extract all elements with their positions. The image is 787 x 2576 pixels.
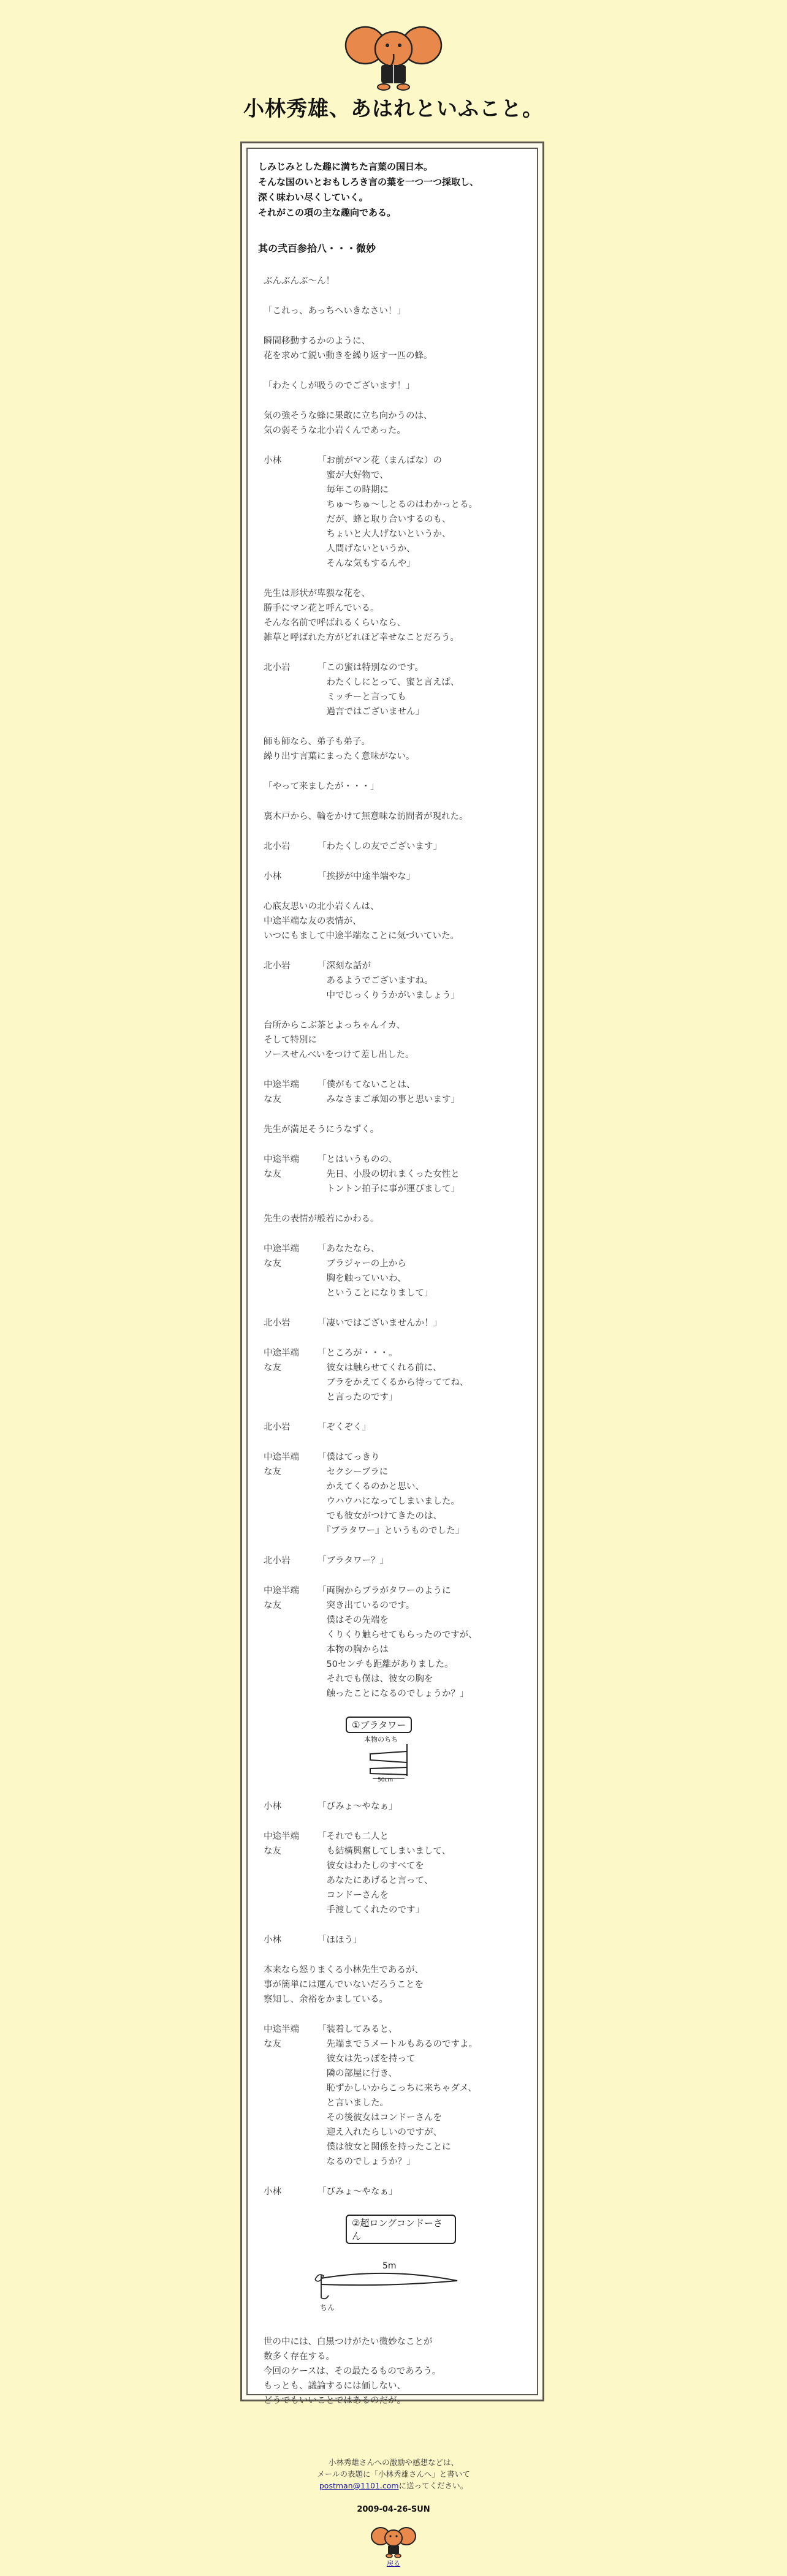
story-body [264,274,521,2423]
long-condom-drawing [297,2244,468,2317]
narration-paragraph: 先生が満足そうにうなずく。 [264,1125,379,1135]
utterance: 「お前がマン花（まんばな）の 蜜が大好物で、 毎年この時期に ちゅ〜ちゅ〜しとるのはわかっとる。 だが、蜂と取り合いするのも、 ちょいと大人げないというか、 人間げないというか、 そんな気もするんや」 [317,456,477,568]
dialogue-line [264,660,521,719]
dialogue-line [264,1152,521,1196]
long-condom-sketch [320,2215,456,2320]
narration-paragraph: 世の中には、白黒つけがたい微妙なことが 数多く存在する。 今回のケースは、その最たるものであろう。 もっとも、議論するには価しない、 どうでもいいことではあるのだが。 [264,2337,441,2406]
utterance: 「ほほう」 [317,1935,362,1945]
intro-text [258,159,528,221]
dialogue-line [264,1799,521,1814]
footer [0,2457,787,2491]
speaker-name: 中途半端 な友 [264,1155,299,1179]
speaker-name: 北小岩 [264,1556,291,1566]
mascot-back-icon[interactable] [370,2525,417,2558]
dialogue-line [264,2185,521,2199]
post-date: 2009-04-26-SUN [357,2505,430,2514]
footer-line: メールの表題に「小林秀雄さんへ」と書いて [317,2469,470,2479]
utterance: 「あなたなら、 ブラジャーの上から 胸を触っていいわ、 ということになりまして」 [317,1244,433,1298]
speaker-name: 小林 [264,456,281,466]
dialogue-line [264,839,521,854]
dialogue-line [264,453,521,571]
utterance: 「深刻な話が あるようでございますね。 中でじっくりうかがいましょう」 [317,961,460,1000]
speaker-name: 小林 [264,2187,281,2197]
sketch-caption: ①ブラタワー [346,1717,412,1733]
narration-paragraph: 先生は形状が卑猥な花を、 勝手にマン花と呼んでいる。 そんな名前で呼ばれるくらいなら、 雑草と呼ばれた方がどれほど幸せなことだろう。 [264,589,459,643]
narration-paragraph: 本来なら怒りまくる小林先生であるが、 事が簡単には運んでいないだろうことを 察知し、余裕をかましている。 [264,1965,424,2004]
episode-title: 其の弐百参拾八・・・微妙 [258,243,376,254]
speaker-name: 小林 [264,1802,281,1811]
utterance: 「びみょ〜やなぁ」 [317,2187,398,2197]
dialogue-line [264,1554,521,1568]
bra-tower-sketch [333,1717,456,1785]
narration-paragraph: 「これっ、あっちへいきなさい！」 [264,306,406,316]
dialogue-line [264,959,521,1003]
utterance: 「挨拶が中途半端やな」 [317,872,416,882]
narration-paragraph: 瞬間移動するかのように、 花を求めて鋭い動きを繰り返す一匹の蜂。 [264,336,433,361]
narration-paragraph: 「わたくしが吸うのでございます！」 [264,381,415,391]
speaker-name: 中途半端 な友 [264,1832,299,1856]
utterance: 「僕はてっきり セクシーブラに かえてくるのかと思い、 ウハウハになってしまいました。 でも彼女がつけてきたのは、 『ブラタワー』というものでした」 [317,1452,465,1536]
intro-line: 深く味わい尽くしていく。 [258,192,368,203]
dialogue-line [264,1316,521,1331]
svg-text:ちん: ちん [320,2303,335,2312]
speaker-name: 北小岩 [264,663,291,673]
intro-line: しみじみとした趣に満ちた言葉の国日本。 [258,161,433,172]
speaker-name: 中途半端 な友 [264,1586,299,1611]
speaker-name: 北小岩 [264,961,291,971]
footer-line: 小林秀雄さんへの激励や感想などは、 [328,2458,459,2467]
narration-paragraph: ぶんぶんぶ〜ん！ [264,276,335,286]
utterance: 「わたくしの友でございます」 [317,842,442,852]
utterance: 「この蜜は特別なのです。 わたくしにとって、蜜と言えば、 ミッチーと言っても 過言ではございません」 [317,663,460,717]
intro-line: そんな国のいとおもしろき言の葉を一つ一つ採取し、 [258,176,479,187]
utterance: 「ブラタワー？」 [317,1556,389,1566]
utterance: 「装着してみると、 先端まで５メートルもあるのですよ。 彼女は先っぽを持って 隣の部屋に行き、 恥ずかしいからこっちに来ちゃダメ、 と言いました。 その後彼女はコンドーさんを 迎え入れたらしいのですが、 僕は彼女と関係を持ったことに なるのでしょうか？」 [317,2025,477,2167]
speaker-name: 中途半端 な友 [264,1452,299,1477]
dialogue-line [264,1584,521,1701]
dialogue-line [264,1450,521,1538]
narration-paragraph: 先生の表情が般若にかわる。 [264,1214,379,1224]
email-link[interactable]: postman@1101.com [319,2481,399,2490]
speaker-name: 小林 [264,1935,281,1945]
dialogue-line [264,1242,521,1301]
dialogue-line [264,1420,521,1435]
speaker-name: 中途半端 な友 [264,1244,299,1269]
footer-suffix: に送ってください。 [398,2481,468,2490]
back-link[interactable]: 戻る [387,2559,400,2567]
utterance: 「びみょ〜やなぁ」 [317,1802,398,1811]
mascot-elephant-icon[interactable] [343,22,444,92]
speaker-name: 中途半端 な友 [264,1080,299,1105]
utterance: 「両胸からブラがタワーのように 突き出ているのです。 僕はその先端を くりくり触らせてもらったのですが、 本物の胸からは 50センチも距離がありました。 それでも僕は、彼女の胸を 触ったことになるのでしょうか？」 [317,1586,477,1699]
svg-text:本物のちち: 本物のちち [364,1736,398,1743]
narration-paragraph: 気の強そうな蜂に果敢に立ち向かうのは、 気の弱そうな北小岩くんであった。 [264,411,433,436]
dialogue-line [264,1829,521,1917]
dialogue-line [264,869,521,884]
utterance: 「僕がもてないことは、 みなさまご承知の事と思います」 [317,1080,460,1105]
dialogue-line [264,1346,521,1405]
narration-paragraph: 台所からこぶ茶とよっちゃんイカ、 そして特別に ソースせんべいをつけて差し出した。 [264,1021,414,1060]
speaker-name: 北小岩 [264,1422,291,1432]
site-header [0,0,787,135]
svg-text:5m: 5m [382,2261,397,2271]
speaker-name: 北小岩 [264,842,291,852]
svg-text:50cm: 50cm [378,1777,394,1782]
narration-paragraph: 心底友思いの北小岩くんは、 中途半端な友の表情が、 いつにもまして中途半端なことに気づいていた。 [264,902,459,941]
narration-paragraph: 「やって来ましたが・・・」 [264,782,379,791]
utterance: 「ところが・・・。 彼女は触らせてくれる前に、 ブラをかえてくるから待っててね、 と言ったのです」 [317,1348,469,1402]
dialogue-line [264,1933,521,1947]
speaker-name: 北小岩 [264,1318,291,1328]
footer-line [0,2480,787,2491]
dialogue-line [264,1078,521,1107]
utterance: 「ぞくぞく」 [317,1422,371,1432]
bra-tower-drawing [333,1733,456,1782]
narration-paragraph: 師も師なら、弟子も弟子。 繰り出す言葉にまったく意味がない。 [264,737,415,761]
intro-line: それがこの項の主な趣向である。 [258,207,397,218]
speaker-name: 小林 [264,872,281,882]
utterance: 「それでも二人と も結構興奮してしまいまして、 彼女はわたしのすべてを あなたにあげると言って、 コンドーさんを 手渡してくれたのです」 [317,1832,451,1915]
utterance: 「凄いではございませんか！」 [317,1318,442,1328]
sketch-caption: ②超ロングコンドーさん [346,2215,456,2244]
site-title: 小林秀雄、あはれといふこと。 [243,97,544,121]
utterance: 「とはいうものの、 先日、小股の切れまくった女性と トントン拍子に事が運びまして」 [317,1155,460,1194]
dialogue-line [264,2022,521,2169]
narration-paragraph: 裏木戸から、輪をかけて無意味な訪問者が現れた。 [264,812,468,822]
speaker-name: 中途半端 な友 [264,1348,299,1373]
speaker-name: 中途半端 な友 [264,2025,299,2049]
